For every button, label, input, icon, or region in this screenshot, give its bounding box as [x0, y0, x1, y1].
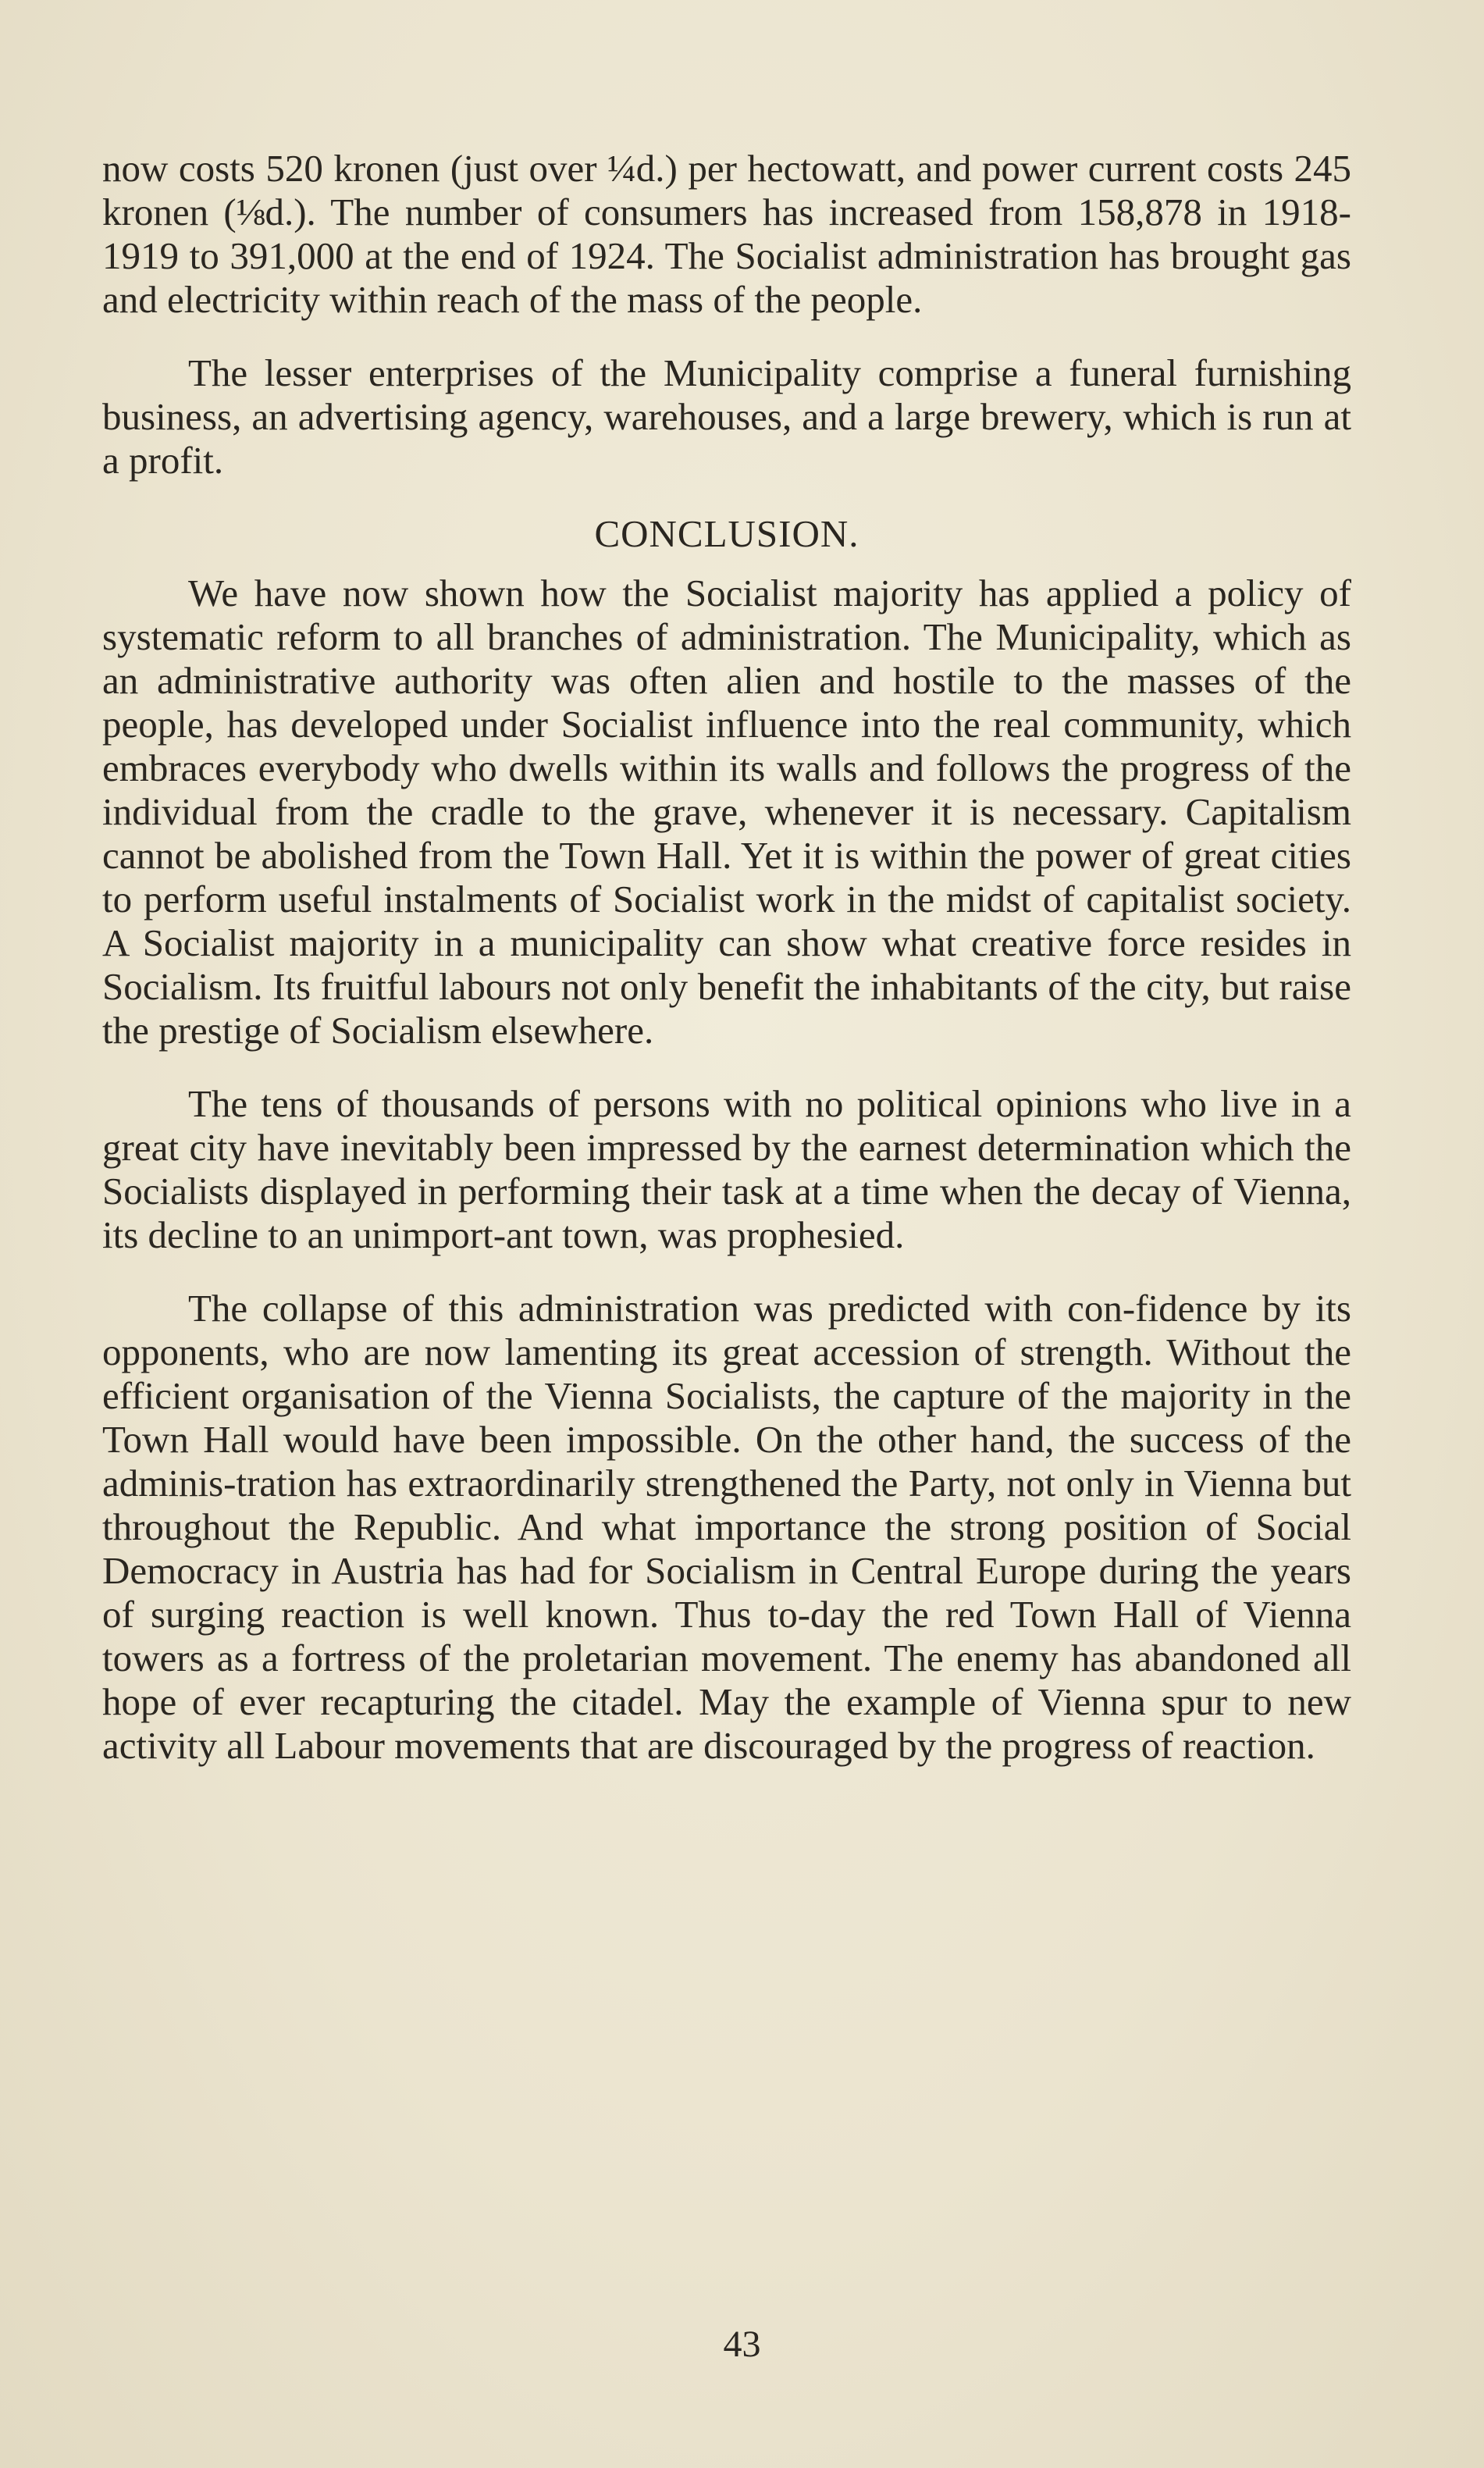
paragraph-conclusion-impression: The tens of thousands of persons with no political opinions who live in a great city have inevitably been impressed by the earnest determination which the Socialists displayed in performing their task at a time when the decay of Vienna, its decline to an unimport-ant town, was prophesied.: [102, 1082, 1351, 1256]
paragraph-conclusion-collapse: The collapse of this administration was predicted with con-fidence by its opponents, who are now lamenting its great accession of strength. Without the efficient organisation of the Vienna Socialists, the capture of the majority in the Town Hall would have been impossible. On the other hand, the success of the adminis-tration has extraordinarily strengthened the Party, not only in Vienna but throughout the Republic. And what importance the strong position of Social Democracy in Austria has had for Socialism in Central Europe during the years of surging reaction is well known. Thus to-day the red Town Hall of Vienna towers as a fortress of the proletarian movement. The enemy has abandoned all hope of ever recapturing the citadel. May the example of Vienna spur to new activity all Labour movements that are discouraged by the progress of reaction.: [102, 1287, 1351, 1767]
paragraph-conclusion-reform: We have now shown how the Socialist majority has applied a policy of systematic reform to all branches of administration. The Municipality, which as an administrative authority was often alien and hostile to the masses of the people, has developed under Socialist influence into the real community, which embraces everybody who dwells within its walls and follows the progress of the individual from the cradle to the grave, whenever it is necessary. Capitalism cannot be abolished from the Town Hall. Yet it is within the power of great cities to perform useful instalments of Socialist work in the midst of capitalist society. A Socialist majority in a municipality can show what creative force resides in Socialism. Its fruitful labours not only benefit the inhabitants of the city, but raise the prestige of Socialism elsewhere.: [102, 572, 1351, 1052]
paragraph-lesser-enterprises: The lesser enterprises of the Municipality comprise a funeral furnishing business, an advertising agency, warehouses, and a large brewery, which is run at a profit.: [102, 351, 1351, 482]
page-body: [102, 147, 1351, 1797]
paragraph-electricity-costs: now costs 520 kronen (just over ¼d.) per hectowatt, and power current costs 245 kronen (⅛d.). The number of consumers has increased from 158,878 in 1918-1919 to 391,000 at the end of 1924. The Socialist administration has brought gas and electricity within reach of the mass of the people.: [102, 147, 1351, 321]
page-number: 43: [723, 2324, 761, 2365]
section-heading-conclusion: CONCLUSION.: [594, 512, 859, 555]
